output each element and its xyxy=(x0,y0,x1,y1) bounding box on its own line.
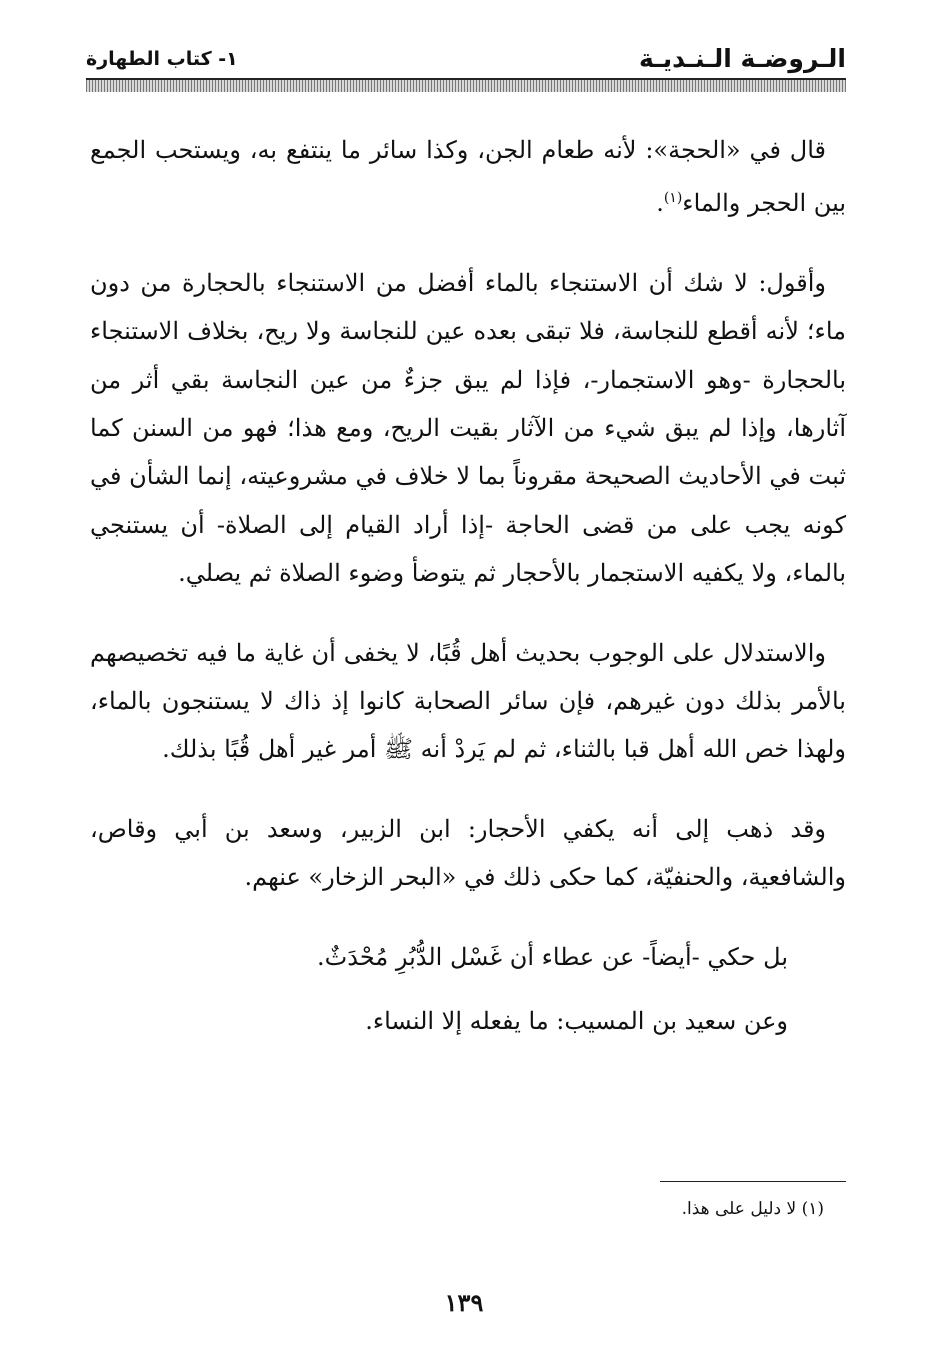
running-header xyxy=(86,40,846,80)
paragraph-ahjar: وقد ذهب إلى أنه يكفي الأحجار: ابن الزبير، وسعد بن أبي وقاص، والشافعية، والحنفيّة، كما حكى ذلك في «البحر الزخار» عنهم. xyxy=(90,814,846,892)
main-text xyxy=(90,126,846,1062)
header-divider xyxy=(86,78,846,92)
paragraph-ata: بل حكي -أيضاً- عن عطاء أن غَسْل الدُّبُرِ مُحْدَثٌ. xyxy=(317,942,788,971)
footnote-divider xyxy=(660,1181,846,1182)
paragraph-hujja xyxy=(90,126,846,228)
paragraph-hujja-text: قال في «الحجة»: لأنه طعام الجن، وكذا سائر ما ينتفع به، ويستحب الجمع بين الحجر والماء xyxy=(90,136,846,218)
footnote: (١) لا دليل على هذا. xyxy=(681,1199,824,1219)
paragraph-musayyib: وعن سعيد بن المسيب: ما يفعله إلا النساء. xyxy=(365,1007,788,1036)
book-title: الـروضـة الـنـديـة xyxy=(639,44,846,73)
paragraph-end-period: . xyxy=(656,189,664,218)
paragraph-istidlal: والاستدلال على الوجوب بحديث أهل قُبًا، لا يخفى أن غاية ما فيه تخصيصهم بالأمر بذلك دون غيرهم، فإن سائر الصحابة كانوا إذ ذاك لا يستنجون بالماء، ولهذا خص الله أهل قبا بالثناء، ثم لم يَردْ أنه ﷺ أمر غير أهل قُبًا بذلك. xyxy=(90,638,846,764)
page-number: ١٣٩ xyxy=(444,1288,484,1317)
footnote-marker: (١) xyxy=(663,190,683,207)
chapter-title: ١- كتاب الطهارة xyxy=(86,48,238,70)
paragraph-aqulu: وأقول: لا شك أن الاستنجاء بالماء أفضل من الاستنجاء بالحجارة من دون ماء؛ لأنه أقطع للنجاسة، فلا تبقى بعده عين للنجاسة ولا ريح، بخلاف الاستنجاء بالحجارة -وهو الاستجمار-، فإذا لم يبق جزءٌ من عين النجاسة بقي أثر من آثارها، وإذا لم يبق شيء من الآثار بقيت الريح، ومع هذا؛ فهو من السنن كما ثبت في الأحاديث الصحيحة مقروناً بما لا خلاف في مشروعيته، إنما الشأن في كونه يجب على من قضى الحاجة -إذا أراد القيام إلى الصلاة- أن يستنجي بالماء، ولا يكفيه الاستجمار بالأحجار ثم يتوضأ وضوء الصلاة ثم يصلي. xyxy=(90,268,846,588)
